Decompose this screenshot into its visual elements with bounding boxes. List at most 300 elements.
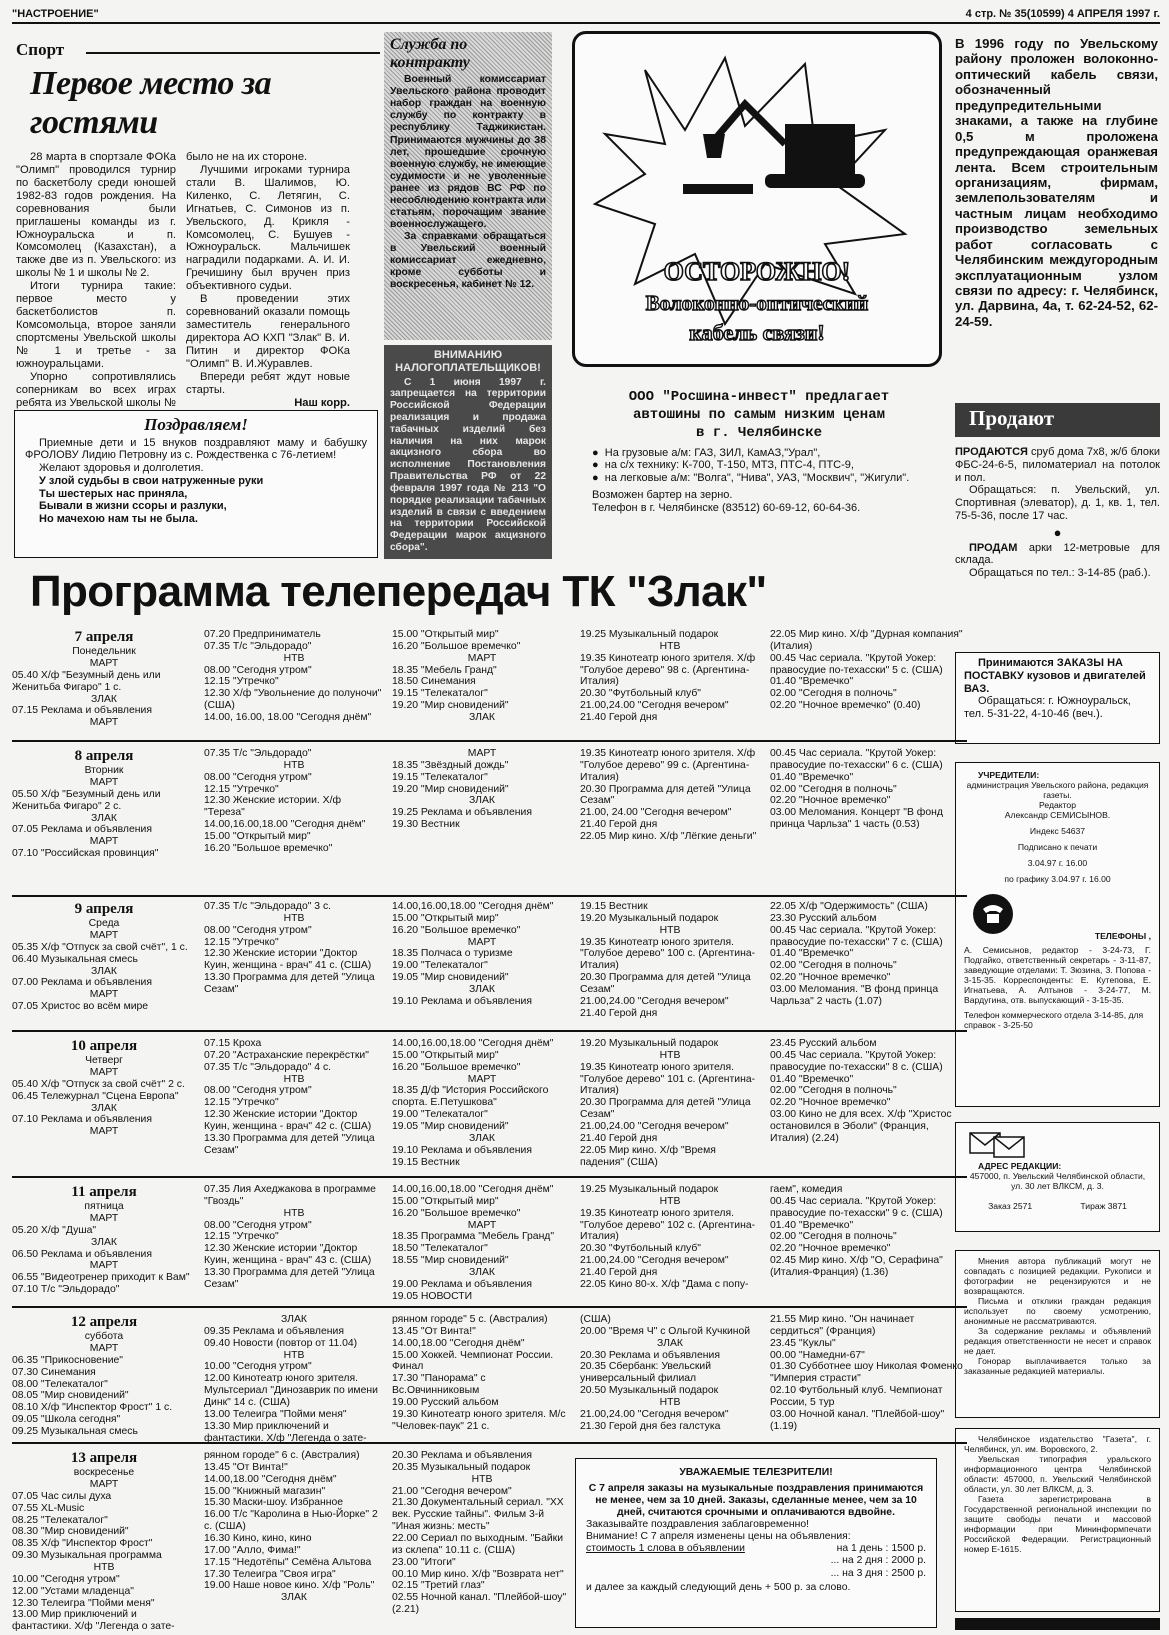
tv-item: 02.20 "Ночное времечко" <box>770 1097 891 1109</box>
tv-item: 13.00 Телеигра "Пойми меня" <box>204 1408 347 1420</box>
tv-item: 01.30 Субботнее шоу Николая Фоменко "Империя страсти" <box>770 1361 963 1385</box>
channel: МАРТ <box>89 1342 119 1354</box>
poem-line: Ты шестерых нас приняла, <box>39 487 188 500</box>
weekday: Четверг <box>85 1055 123 1067</box>
tv-item: 12.30 Телеигра "Пойми меня" <box>12 1597 155 1609</box>
tv-item: 13.30 Программа для детей "Улица Сезам" <box>204 1132 375 1156</box>
price-label: стоимость 1 слова в объявлении <box>586 1543 745 1555</box>
channel: ЗЛАК <box>469 1132 495 1144</box>
notice-text: и далее за каждый следующий день + 500 р. за слово. <box>586 1581 851 1593</box>
tv-item: 19.20 "Мир сновидений" <box>392 700 509 712</box>
tv-item: 19.35 Кинотеатр юного зрителя. "Голубое дерево" 102 с. (Аргентина-Италия) <box>580 1207 756 1243</box>
tirage: Тираж 3871 <box>1080 1200 1127 1211</box>
weekday: суббота <box>84 1331 124 1343</box>
tv-item: 21.00, 24.00 "Сегодня вечером" <box>580 807 732 819</box>
tv-item: 21.00,24.00 "Сегодня вечером" <box>580 700 729 712</box>
channel: ЗЛАК <box>469 712 495 724</box>
tv-item: 16.20 "Большое времечко" <box>204 842 333 854</box>
author: Наш корр. <box>294 397 350 410</box>
print-line: Газета зарегистрирована в Государственной региональной инспекции по защите свободы печати и массовой информации при Мининформпечати Российской Федерации. Регистрационный номер Е-1615. <box>964 1493 1151 1554</box>
tv-item: 15.00 "Открытый мир" <box>392 1195 499 1207</box>
tv-item: 19.15 Вестник <box>580 901 648 912</box>
channel: МАРТ <box>467 1073 497 1085</box>
sale-ad: ПРОДАЮТСЯ сруб дома 7х8, ж/б блоки ФБС-24-6-5, пиломатериал на потолок и пол. <box>955 446 1160 484</box>
tv-item: 07.00 Реклама и объявления <box>12 977 152 989</box>
mail-icon <box>964 1131 1151 1162</box>
founders: УЧРЕДИТЕЛИ: <box>978 770 1040 780</box>
tv-item: 09.30 Музыкальная программа <box>12 1550 162 1562</box>
channel: ЗЛАК <box>657 1337 683 1349</box>
tv-item: 19.05 "Мир сновидений" <box>392 972 509 984</box>
channel: МАРТ <box>89 989 119 1001</box>
tv-item: 19.20 Музыкальный подарок <box>580 1038 719 1049</box>
paragraph: Впереди ребят ждут новые старты. <box>186 371 350 397</box>
section-sport: Спорт <box>16 40 65 59</box>
tv-item: 12.00 Кинотеатр юного зрителя. Мультсериал "Динозаврик по имени Динк" 14 с. (США) <box>204 1373 378 1409</box>
channel: МАРТ <box>89 657 119 669</box>
tv-item: 02.00 "Сегодня в полночь" <box>770 960 897 972</box>
tv-item: 05.50 Х/ф "Безумный день или Женитьба Фигаро" 2 с. <box>12 788 161 812</box>
tv-item: 21.40 Герой дня <box>580 1132 658 1144</box>
tires-phone: Телефон в г. Челябинске (83512) 60-69-12, 60-64-36. <box>592 501 861 514</box>
notice-text: С 7 апреля заказы на музыкальные поздравления принимаются не менее, чем за 10 дней. Заказы, сделанные менее, чем за 10 дней, считаются срочными и оплачиваются вдвойне. <box>588 1483 924 1519</box>
tv-item: 06.35 "Прикосновение" <box>12 1354 123 1366</box>
tv-item: 19.35 Кинотеатр юного зрителя. "Голубое дерево" 101 с. (Аргентина-Италия) <box>580 1061 756 1097</box>
tv-item: 07.35 Т/с "Эльдорадо" 3 с. <box>204 901 332 912</box>
tv-item: 15.00 Хоккей. Чемпионат России. Финал <box>392 1349 554 1373</box>
tv-item: 08.00 "Сегодня утром" <box>204 1085 312 1097</box>
tv-item: 07.35 Т/с "Эльдорадо" <box>204 640 312 652</box>
tv-item: 02.45 Мир кино. Х/ф "О, Серафина" (Италия-Франция) (1.36) <box>770 1255 943 1279</box>
weekday: воскресенье <box>73 1467 135 1479</box>
excavator-illustration <box>575 34 939 364</box>
tv-item: 16.00 Т/с "Каролина в Нью-Йорке" 2 с. (США) <box>204 1509 378 1533</box>
orders-ad <box>955 652 1160 744</box>
tv-item: 14.00,16.00,18.00 "Сегодня днём" <box>392 901 554 912</box>
tv-item: 18.35 "Звёздный дождь" <box>392 759 509 771</box>
channel: МАРТ <box>89 1478 119 1490</box>
tv-item: 22.05 Кино 80-х. Х/ф "Дама с попу- <box>580 1278 749 1290</box>
tv-item: 21.40 Герой дня <box>580 712 658 724</box>
tv-item: 06.50 Реклама и объявления <box>12 1248 152 1260</box>
tv-item: 08.05 "Мир сновидений" <box>12 1390 129 1402</box>
tv-item: 10.00 "Сегодня утром" <box>204 1361 312 1373</box>
tv-item: 02.55 Ночной канал. "Плейбой-шоу" (2.21) <box>392 1592 567 1616</box>
tv-item: 21.00 "Сегодня вечером" <box>392 1485 512 1497</box>
tv-item: 18.35 Д/ф "История Российского спорта. Е.Петушкова" <box>392 1085 549 1109</box>
tv-item: 14.00, 16.00, 18.00 "Сегодня днём" <box>204 712 372 724</box>
tv-item: 22.00 Сериал по выходным. "Байки из склепа" 10.11 с. (США) <box>392 1533 564 1556</box>
channel: ЗЛАК <box>281 1314 307 1325</box>
tv-item: 20.50 Музыкальный подарок <box>580 1385 719 1397</box>
warning-line-1: ОСТОРОЖНО! <box>663 257 851 286</box>
tv-item: 15.00 "Открытый мир" <box>204 831 311 843</box>
tv-item: 12.30 Женские истории "Доктор Куин, женщина - врач" 43 с. (США) <box>204 1243 372 1267</box>
signed-date: 3.04.97 г. 16.00 <box>1027 857 1088 868</box>
tv-item: 23.30 Русский альбом <box>770 912 877 924</box>
tv-item: 05.40 Х/ф "Безумный день или Женитьба Фигаро" 1 с. <box>12 669 161 693</box>
tv-item: 13.30 Программа для детей "Улица Сезам" <box>204 972 375 996</box>
tv-item: 08.00 "Телекаталог" <box>12 1378 108 1390</box>
cable-warning-ad <box>572 31 942 367</box>
tv-item: 00.45 Час сериала. "Крутой Уокер: правосудие по-техасски" 6 с. (США) <box>770 748 943 771</box>
tv-item: 20.00 "Время Ч" с Ольгой Кучкиной <box>580 1325 751 1337</box>
tv-item: 00.45 Час сериала. "Крутой Уокер: правосудие по-техасски" 7 с. (США) <box>770 924 943 948</box>
channel: НТВ <box>93 1561 115 1573</box>
imprint-box <box>955 762 1160 1107</box>
tv-item: 01.40 "Времечко" <box>770 1219 854 1231</box>
tv-item: 01.40 "Времечко" <box>770 676 854 688</box>
channel: МАРТ <box>467 936 497 948</box>
contract-title: Служба по контракту <box>390 36 470 71</box>
address-text: 457000, п. Увельский Челябинской области, ул. 30 лет ВЛКСМ, д. 3. <box>969 1170 1146 1191</box>
tv-item: 12.30 Женские истории "Доктор Куин, женщина - врач" 41 с. (США) <box>204 948 372 972</box>
tv-item: 07.10 Реклама и объявления <box>12 1114 152 1126</box>
tv-item: 14.00,16.00,18.00 "Сегодня днём" <box>392 1038 554 1049</box>
tv-day <box>12 740 967 862</box>
weekday: Вторник <box>84 765 124 777</box>
tv-item: 19.15 "Телекаталог" <box>392 688 488 700</box>
tv-item: 03.00 Меломания. Концерт "В фонд принца Чарльза" 1 часть (0.53) <box>770 807 943 831</box>
tv-item: 01.40 "Времечко" <box>770 1073 854 1085</box>
tv-item: 21.00,24.00 "Сегодня вечером" <box>580 1408 729 1420</box>
tv-item: 21.00,24.00 "Сегодня вечером" <box>580 1255 729 1267</box>
channel: МАРТ <box>89 929 119 941</box>
tv-item: 00.45 Час сериала. "Крутой Уокер: правосудие по-техасски" 8 с. (США) <box>770 1049 943 1073</box>
note: Гонорар выплачивается только за заказанные редакцией материалы. <box>964 1355 1151 1376</box>
tv-item: 12.30 Женские истории "Доктор Куин, женщина - врач" 42 с. (США) <box>204 1109 372 1133</box>
congrats-title: Поздравляем! <box>144 415 248 434</box>
tv-item: рянном городе" 6 с. (Австралия) <box>204 1450 360 1461</box>
print-line: Увельская типография уральского информационного центра Челябинской области: 457000, п. Увельский Челябинской области, ул. 30 лет ВЛКСМ, д. 3. <box>964 1453 1151 1494</box>
tv-item: 05.40 Х/ф "Отпуск за свой счёт" 2 с. <box>12 1078 185 1090</box>
tv-item: 20.30 Реклама и объявления <box>580 1349 720 1361</box>
tv-item: 07.35 Т/с "Эльдорадо" <box>204 748 312 759</box>
note: За содержание рекламы и объявлений редакция ответственности не несет и справок не дает. <box>964 1325 1151 1356</box>
tv-program-title: Программа телепередач ТК "Злак" <box>30 567 767 616</box>
tv-item: 19.30 Кинотеатр юного зрителя. М/с "Человек-паук" 21 с. <box>392 1408 566 1432</box>
newspaper-name: "НАСТРОЕНИЕ" <box>12 8 99 20</box>
channel: МАРТ <box>89 1126 119 1138</box>
tv-item: 22.05 Мир кино. Х/ф "Время падения" (США) <box>580 1144 716 1168</box>
tv-item: 07.15 Кроха <box>204 1038 262 1049</box>
channel: МАРТ <box>89 1066 119 1078</box>
day-title: 13 апреля <box>70 1450 138 1466</box>
editorial-notes <box>955 1250 1160 1418</box>
phones-list: А. Семисынов, редактор - 3-24-73, Г. Подгайко, ответственный секретарь - 3-11-87, заведующие отделами: Т. Зюзина, З. Попова - 3-15-35. Корреспонденты: Е. Кутепова, Е. Игнатьева, А. Алтынов - 3-24-77, М. Вардугина, отв. выпускающий - 3-15-35. <box>964 944 1151 1005</box>
channel: ЗЛАК <box>91 1102 117 1114</box>
tv-day <box>12 1030 967 1170</box>
founders-text: администрация Увельского района, редакция газеты. <box>966 779 1149 800</box>
tv-item: 09.25 Музыкальная смесь <box>12 1425 138 1437</box>
tv-item: 13.00 Мир приключений и фантастики. Х/ф "Легенда о зате- <box>12 1609 175 1633</box>
signed-label: Подписано к печати <box>1017 841 1098 852</box>
tv-item: 02.00 "Сегодня в полночь" <box>770 1085 897 1097</box>
channel: НТВ <box>659 1049 681 1061</box>
tv-item: 19.35 Кинотеатр юного зрителя. "Голубое дерево" 100 с. (Аргентина-Италия) <box>580 936 756 972</box>
tv-item: 17.30 "Панорама" с Вс.Овчинниковым <box>392 1373 486 1397</box>
print-line: Челябинское издательство "Газета", г. Челябинск, ул. им. Воровского, 2. <box>964 1434 1151 1454</box>
tv-item: 19.15 Вестник <box>392 1156 460 1168</box>
tv-item: 14.00,16.00,18.00 "Сегодня днём" <box>204 819 366 831</box>
tv-item: 08.00 "Сегодня утром" <box>204 1219 312 1231</box>
paragraph: Итоги турнира такие: первое место у баскетболистов п. Комсомольца, второе заняли спортсмены Увельской школы № 1 и третье - за южноуральцами. <box>16 280 176 371</box>
commerce-phone: Телефон коммерческого отдела 3-14-85, для справок - 3-25-50 <box>964 1010 1144 1031</box>
article-title: Первое место за гостями <box>30 64 272 142</box>
tv-item: 20.30 Программа для детей "Улица Сезам" <box>580 783 751 807</box>
weekday: Среда <box>88 918 120 930</box>
channel: МАРТ <box>467 748 497 759</box>
day-title: 8 апреля <box>74 748 134 764</box>
tv-item: 08.25 "Телекаталог" <box>12 1514 108 1526</box>
tv-item: 03.00 Ночной канал. "Плейбой-шоу" (1.19) <box>770 1408 945 1432</box>
tv-item: 06.45 Тележурнал "Сцена Европа" <box>12 1090 179 1102</box>
tv-item: 20.30 "Футбольный клуб" <box>580 688 701 700</box>
tv-item: 19.25 Реклама и объявления <box>392 807 532 819</box>
tv-item: 13.30 Мир приключений и фантастики. Х/ф "Легенда о зате- <box>204 1420 367 1444</box>
tv-item: 21.40 Герой дня <box>580 1007 658 1019</box>
channel: МАРТ <box>467 652 497 664</box>
warning-line-2: Волоконно-оптический <box>645 291 869 315</box>
tv-item: 18.50 Синемания <box>392 676 476 688</box>
channel: ЗЛАК <box>91 965 117 977</box>
poem-line: Бывали в жизни ссоры и разлуки, <box>39 500 227 513</box>
day-title: 9 апреля <box>74 901 134 917</box>
tv-item: 20.35 Сбербанк: Увельский универсальный филиал <box>580 1361 712 1385</box>
channel: НТВ <box>283 652 305 664</box>
orders-contact: Обращаться: г. Южноуральск, тел. 5-31-22, 4-10-46 (веч.). <box>964 695 1131 720</box>
channel: ЗЛАК <box>91 693 117 705</box>
channel: НТВ <box>283 1073 305 1085</box>
tv-item: 18.35 Полчаса о туризме <box>392 948 513 960</box>
print-info <box>955 1428 1160 1612</box>
tv-item: 00.45 Час сериала. "Крутой Уокер: правосудие по-техасски" 9 с. (США) <box>770 1195 943 1219</box>
channel: НТВ <box>659 1195 681 1207</box>
tv-item: 19.20 Музыкальный подарок <box>580 912 719 924</box>
tv-item: 19.05 НОВОСТИ <box>392 1290 473 1302</box>
tv-item: 19.10 Реклама и объявления <box>392 1144 532 1156</box>
channel: НТВ <box>659 640 681 652</box>
address-title: АДРЕС РЕДАКЦИИ: <box>978 1160 1062 1171</box>
tires-item: ● на с/х технику: К-700, Т-150, МТЗ, ПТС-4, ПТС-9, <box>592 459 854 472</box>
phones-title: ТЕЛЕФОНЫ , <box>1094 930 1151 941</box>
tv-item: 01.40 "Времечко" <box>770 948 854 960</box>
tv-item: 18.35 "Мебель Гранд" <box>392 664 497 676</box>
tv-item: 19.25 Музыкальный подарок <box>580 1184 719 1195</box>
tv-item: 08.10 Х/ф "Инспектор Фрост" 1 с. <box>12 1402 173 1414</box>
tv-item: 20.35 Музыкальный подарок <box>392 1461 531 1473</box>
tires-item: ● на легковые а/м: "Волга", "Нива", УАЗ, "Москвич", "Жигули". <box>592 472 910 485</box>
tv-item: 12.15 "Утречко" <box>204 1097 279 1109</box>
channel: ЗЛАК <box>91 1236 117 1248</box>
tv-item: 22.05 Х/ф "Одержимость" (США) <box>770 901 928 912</box>
note: Мнения автора публикаций могут не совпадать с позицией редакции. Рукописи и фотографии не рецензируются и не возвращаются. <box>964 1256 1151 1296</box>
tv-item: 12.30 Женские истории. Х/ф "Тереза" <box>204 795 342 819</box>
tv-item: 02.20 "Ночное времечко" (0.40) <box>770 700 921 712</box>
channel: МАРТ <box>89 1260 119 1272</box>
tv-item: 18.35 Программа "Мебель Гранд" <box>392 1231 555 1243</box>
tv-item: 21.40 Герой дня <box>580 819 658 831</box>
tv-item: 13.45 "От Винта!" <box>204 1461 288 1473</box>
tv-item: 00.45 Час сериала. "Крутой Уокер: правосудие по-техасски" 5 с. (США) <box>770 652 943 676</box>
orders-title: Принимаются ЗАКАЗЫ НА ПОСТАВКУ кузовов и двигателей ВАЗ. <box>964 657 1146 695</box>
tv-item: 16.30 Кино, кино, кино <box>204 1533 312 1545</box>
tv-day <box>12 1306 967 1444</box>
tv-item: 07.15 Реклама и объявления <box>12 705 152 717</box>
tv-item: 12.15 "Утречко" <box>204 676 279 688</box>
tires-item: ● На грузовые а/м: ГАЗ, ЗИЛ, КамАЗ,"Урал", <box>592 446 821 459</box>
issue-info: 4 стр. № 35(10599) 4 АПРЕЛЯ 1997 г. <box>965 8 1160 20</box>
channel: МАРТ <box>467 1219 497 1231</box>
tv-item: 09.05 "Школа сегодня" <box>12 1414 121 1426</box>
congrats-box <box>14 410 378 558</box>
tv-item: 21.55 Мир кино. "Он начинает сердиться" (Франция) <box>770 1314 915 1337</box>
channel: МАРТ <box>89 836 119 848</box>
tv-item: 02.20 "Ночное времечко" <box>770 972 891 984</box>
tv-item: 07.35 Т/с "Эльдорадо" 4 с. <box>204 1061 332 1073</box>
tv-item: 07.10 "Российская провинция" <box>12 848 159 860</box>
tv-item: 07.05 Реклама и объявления <box>12 824 152 836</box>
tv-item: 19.35 Кинотеатр юного зрителя. Х/ф "Голубое дерево" 98 с. (Аргентина-Италия) <box>580 652 756 688</box>
channel: МАРТ <box>89 717 119 729</box>
tv-item: 15.30 Маски-шоу. Избранное <box>204 1497 344 1509</box>
tv-item: 02.00 "Сегодня в полночь" <box>770 783 897 795</box>
tv-item: 07.35 Лия Ахеджакова в программе "Гвоздь" <box>204 1184 376 1207</box>
sale-ad: ПРОДАМ арки 12-метровые для склада. <box>955 541 1160 567</box>
footer-bar <box>955 1618 1160 1630</box>
sale-ads: ПРОДАЮТСЯ сруб дома 7х8, ж/б блоки ФБС-24-6-5, пиломатериал на потолок и пол. Обращаться: п. Увельский, ул. Спортивная (элеватор), д. 1, кв. 1, тел. 75-5-36, после 17 час. ● ПРОДАМ арки 12-метровые для склада. Обращаться по тел.: 3-14-85 (раб.). <box>955 446 1160 580</box>
channel: НТВ <box>283 1349 305 1361</box>
tv-item: 17.00 "Алло, Фима!" <box>204 1544 301 1556</box>
tv-item: 22.05 Мир кино. Х/ф "Лёгкие деньги" <box>580 831 757 843</box>
tax-title: ВНИМАНИЮ НАЛОГОПЛАТЕЛЬЩИКОВ! <box>395 349 541 374</box>
tv-item: 21.30 Герой дня без галстука <box>580 1420 721 1432</box>
section-sale: Продают <box>955 403 1160 437</box>
tv-item: 14.00,16.00,18.00 "Сегодня днём" <box>392 1184 554 1195</box>
tv-item: 19.05 "Мир сновидений" <box>392 1121 509 1133</box>
day-title: 12 апреля <box>70 1314 138 1330</box>
price-1day: на 1 день : 1500 р. <box>836 1543 926 1555</box>
tv-item: гаем", комедия <box>770 1184 843 1195</box>
contract-box <box>384 32 552 340</box>
channel: НТВ <box>659 924 681 936</box>
channel: ЗЛАК <box>469 984 495 996</box>
tv-item: 07.20 "Астраханские перекрёстки" <box>204 1049 369 1061</box>
tires-barter: Возможен бартер на зерно. <box>592 488 733 501</box>
tv-item: 03.00 Меломания. "В фонд принца Чарльза" 2 часть (1.07) <box>770 984 939 1007</box>
tv-item: 02.00 "Сегодня в полночь" <box>770 1231 897 1243</box>
tv-item: 19.15 "Телекаталог" <box>392 771 488 783</box>
tv-item: 07.05 Час силы духа <box>12 1490 112 1502</box>
tv-item: 17.15 "Недотёпы" Семёна Альтова <box>204 1556 372 1568</box>
channel: ЗЛАК <box>281 1592 307 1604</box>
weekday: пятница <box>84 1201 124 1213</box>
tv-item: 07.55 XL-Music <box>12 1502 85 1514</box>
viewers-notice <box>575 1458 937 1628</box>
tv-item: 08.30 "Мир сновидений" <box>12 1526 129 1538</box>
congrats-text: Приемные дети и 15 внуков поздравляют маму и бабушку ФРОЛОВУ Лидию Петровну из с. Рождественка с 76-летием! <box>25 436 367 462</box>
notice-title: УВАЖАЕМЫЕ ТЕЛЕЗРИТЕЛИ! <box>679 1467 833 1478</box>
tv-item: 12.15 "Утречко" <box>204 1231 279 1243</box>
tv-item: 09.40 Новости (повтор от 11.04) <box>204 1337 358 1349</box>
poem-line: Но мачехою нам ты не была. <box>39 513 198 526</box>
tv-item: 19.00 Русский альбом <box>392 1397 499 1409</box>
tv-item: 15.00 "Открытый мир" <box>392 629 499 640</box>
tv-item: 21.40 Герой дня <box>580 1267 658 1279</box>
tv-item: 16.20 "Большое времечко" <box>392 640 521 652</box>
tv-item: 15.00 "Книжный магазин" <box>204 1485 326 1497</box>
tv-item: 17.30 Телеигра "Своя игра" <box>204 1568 336 1580</box>
tv-item: 16.20 "Большое времечко" <box>392 924 521 936</box>
tv-item: 13.45 "От Винта!" <box>392 1325 476 1337</box>
tv-item: 01.40 "Времечко" <box>770 771 854 783</box>
tv-item: 19.00 "Телекаталог" <box>392 960 488 972</box>
channel: НТВ <box>283 759 305 771</box>
contract-text: Военный комиссариат Увельского района проводит набор граждан на военную службу по контракту в республику Таджикистан. Принимаются мужчины до 38 лет, прошедшие срочную военную службу, не имеющие судимости и не уволенные ранее из рядов ВС РФ по несоблюдению контракта или статьям, порочащим звание военнослужащего. <box>390 74 546 230</box>
day-title: 11 апреля <box>71 1184 137 1200</box>
tires-headline: ООО "Росшина-инвест" предлагает <box>628 389 890 405</box>
tv-item: 02.00 "Сегодня в полночь" <box>770 688 897 700</box>
paragraph: было не на их стороне. <box>186 150 308 163</box>
tv-item: 21.00,24.00 "Сегодня вечером" <box>580 995 729 1007</box>
tv-item: 05.35 Х/ф "Отпуск за свой счёт", 1 с. <box>12 941 188 953</box>
tv-item: 19.30 Вестник <box>392 819 460 831</box>
paragraph: 28 марта в спортзале ФОКа "Олимп" проводился турнир по баскетболу среди юношей 1982-83 годов рождения. На соревнования были приглашены команды из г. Южноуральска и п. Комсомолец (Казахстан), а также две из п. Увельского: из школы № 1 и школы № 2. <box>16 150 176 280</box>
cable-notice-text: В 1996 году по Увельскому району проложен волоконно-оптический кабель связи, обозначенный предупредительными знаками, а также на глубине 0,5 м проложена предупреждающая оранжевая лента. Всем строительным организациям, фирмам, землепользователям и частным лицам необходимо производство земельных работ согласовать с Челябинским междугородным эксплуатационным узлом связи по адресу: г. Челябинск, ул. Дарвина, 4а, т. 62-24-52, 62-24-59. <box>955 36 1158 329</box>
sale-ad-contact: Обращаться по тел.: 3-14-85 (раб.). <box>969 567 1151 580</box>
channel: НТВ <box>283 1207 305 1219</box>
tv-item: 20.30 "Футбольный клуб" <box>580 1243 701 1255</box>
congrats-wish: Желают здоровья и долголетия. <box>39 462 204 475</box>
tv-item: 07.30 Синемания <box>12 1366 96 1378</box>
tv-item: 02.10 Футбольный клуб. Чемпионат России, 5 тур <box>770 1385 943 1409</box>
tv-item: 21.00,24.00 "Сегодня вечером" <box>580 1121 729 1133</box>
tv-item: 00.00 "Намедни-67" <box>770 1349 865 1361</box>
tv-item: рянном городе" 5 с. (Австралия) <box>392 1314 548 1325</box>
tv-item: 12.15 "Утречко" <box>204 936 279 948</box>
tires-headline: автошины по самым низким ценам <box>632 407 886 424</box>
tv-item: 02.20 "Ночное времечко" <box>770 1243 891 1255</box>
tv-item: 20.30 Программа для детей "Улица Сезам" <box>580 972 751 996</box>
paragraph: Упорно сопротивлялись соперникам во всех играх ребята из Увельской школы № <box>16 371 176 410</box>
page-header <box>12 8 1160 24</box>
poem-line: У злой судьбы в свои натруженные руки <box>39 474 264 487</box>
tv-item: 15.00 "Открытый мир" <box>392 1049 499 1061</box>
tv-item: 19.00 Реклама и объявления <box>392 1278 532 1290</box>
paragraph: Лучшими игроками турнира стали В. Шалимов, Ю. Киленко, С. Летягин, С. Игнатьев, С. Симонов из п. Увельского, Д. Крикля - Комсомолец, С. Бушуев - Южноуральск. Мальчишек наградили подарками. А. И. И. Гречишину был вручен приз объективного судьи. <box>186 163 350 293</box>
tv-item: 23.45 "Куклы" <box>770 1337 836 1349</box>
price-2days: ... на 2 дня : 2000 р. <box>830 1555 926 1567</box>
tv-item: 19.25 Музыкальный подарок <box>580 629 719 640</box>
note: Письма и отклики граждан редакция использует по своему усмотрению, анонимные не рассматриваются. <box>964 1295 1151 1326</box>
price-3days: ... на 3 дня : 2500 р. <box>830 1567 926 1579</box>
tv-item: 03.00 Кино не для всех. Х/ф "Христос остановился в Эболи" (Франция, Италия) (2.24) <box>770 1109 952 1144</box>
editor-label: Редактор <box>1039 799 1076 810</box>
tv-item: 02.20 "Ночное времечко" <box>770 795 891 807</box>
tax-text: С 1 июня 1997 г. запрещается на территории Российской Федерации реализация и продажа табачных изделий без наличия на них марок акцизного сбора во исполнение Постановления Правительства РФ от 22 февраля 1997 года № 213 "О порядке реализации табачных изделий в связи с введением на территории Российской Федерации марок акцизного сбора". <box>390 376 546 554</box>
tv-item: 07.20 Предприниматель <box>204 629 321 640</box>
tv-item: 14.00,18.00 "Сегодня днём" <box>392 1337 525 1349</box>
tv-item: 02.15 "Третий глаз" <box>392 1580 485 1592</box>
channel: ЗЛАК <box>469 1267 495 1279</box>
tv-item: 05.20 Х/ф "Душа" <box>12 1224 97 1236</box>
tv-item: 07.10 Т/с "Эльдорадо" <box>12 1284 120 1296</box>
tv-item: 14.00,18.00 "Сегодня днём" <box>204 1473 337 1485</box>
tires-headline: в г. Челябинске <box>695 425 823 442</box>
tv-item: 21.30 Документальный сериал. "ХХ век. Русские тайны". Фильм 3-й "Иная жизнь: месть" <box>392 1497 564 1533</box>
tv-item: 19.00 Наше новое кино. Х/ф "Роль" <box>204 1580 375 1592</box>
tv-item: 23.45 Русский альбом <box>770 1038 877 1049</box>
